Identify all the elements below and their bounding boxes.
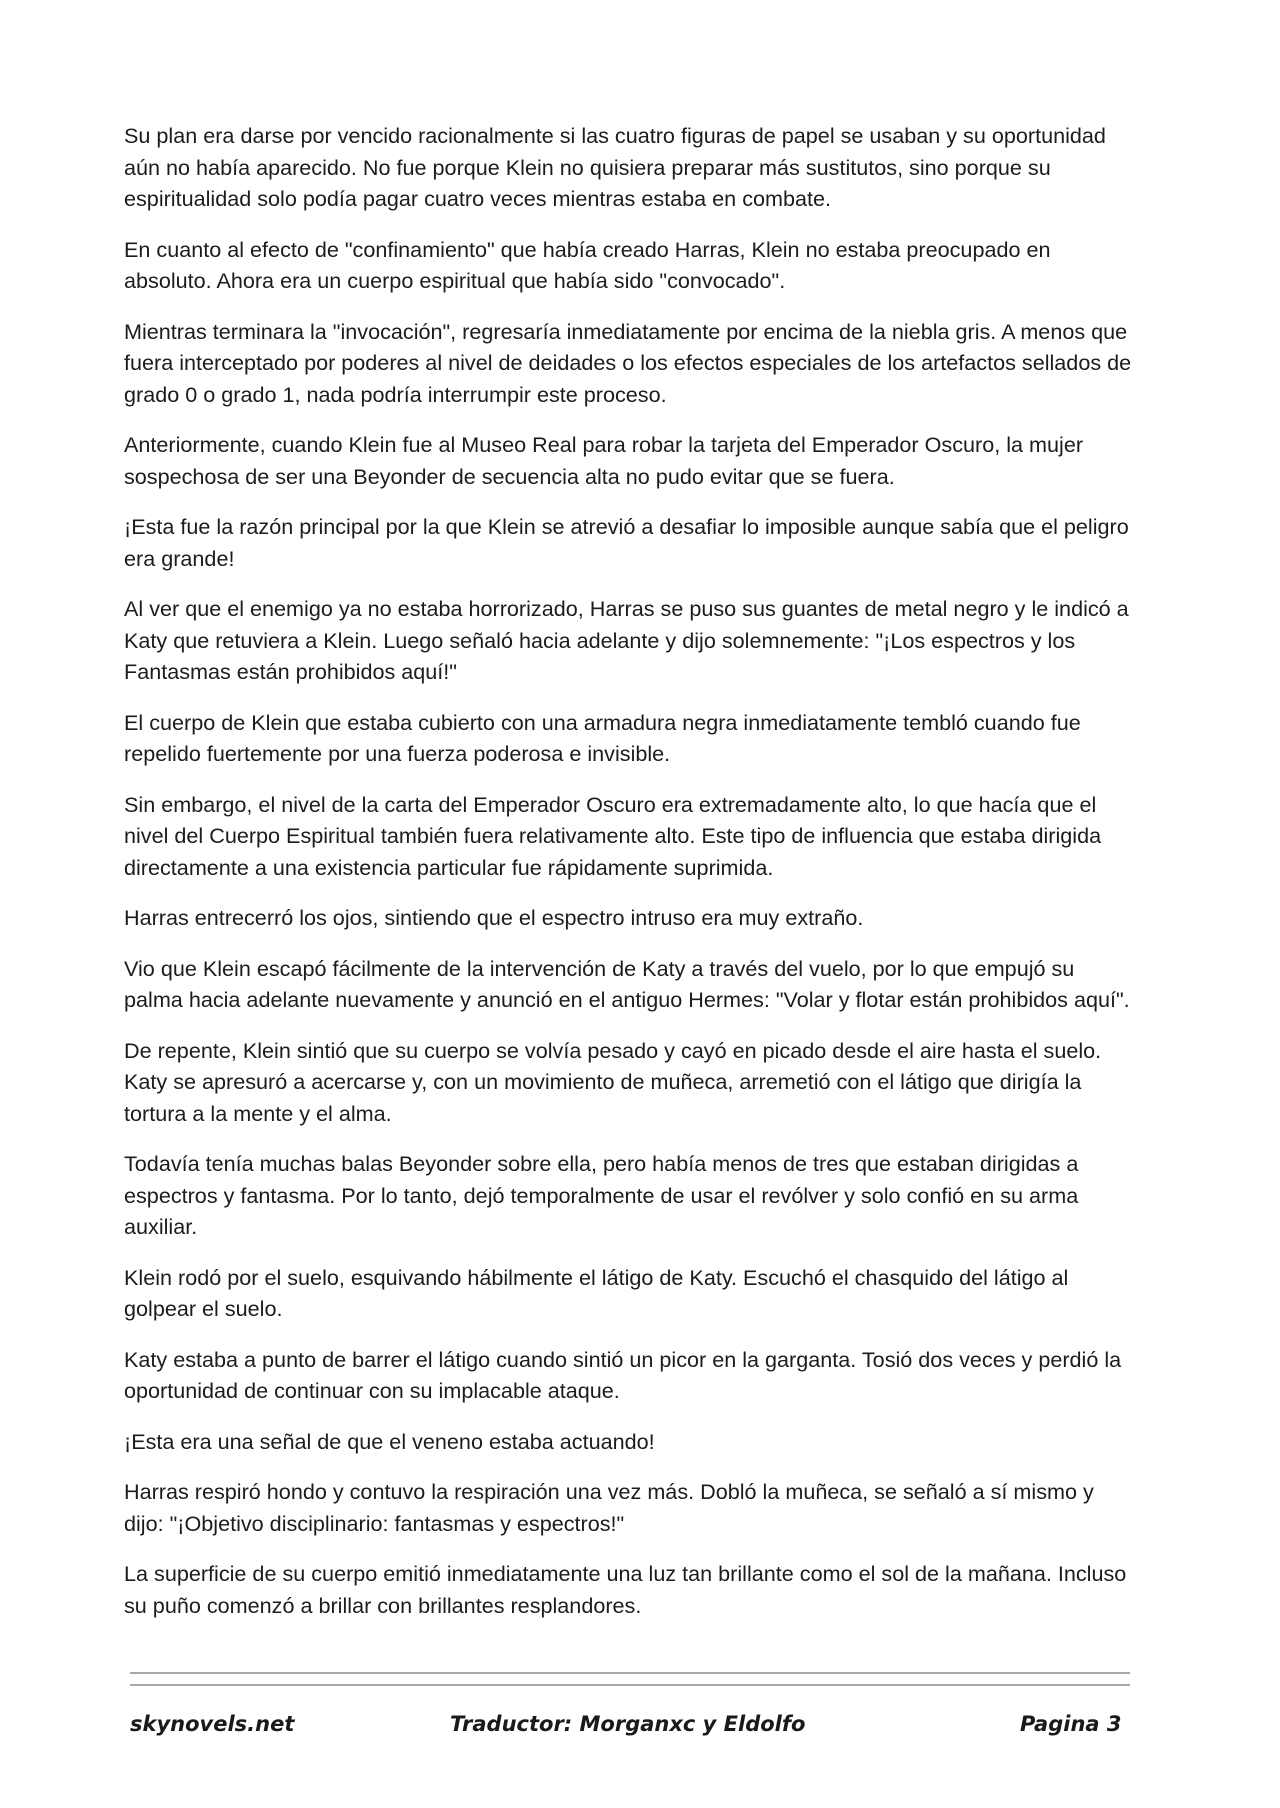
paragraph-14: Katy estaba a punto de barrer el látigo cuando sintió un picor en la garganta. Tosió dos veces y perdió la oportunidad de continuar con su implacable ataque. (124, 1346, 1122, 1403)
footer-translator: Traductor: Morganxc y Eldolfo (450, 1712, 806, 1736)
paragraph-5: ¡Esta fue la razón principal por la que Klein se atrevió a desafiar lo imposible aunque sabía que el peligro era grande! (124, 514, 1129, 571)
paragraph-13: Klein rodó por el suelo, esquivando hábilmente el látigo de Katy. Escuchó el chasquido del látigo al golpear el suelo. (124, 1264, 1069, 1321)
paragraph-11: De repente, Klein sintió que su cuerpo se volvía pesado y cayó en picado desde el aire hasta el suelo. Katy se apresuró a acercarse y, con un movimiento de muñeca, arremetió con el látigo que dirigía la tortura a la mente y el alma. (124, 1037, 1102, 1126)
paragraph-7: El cuerpo de Klein que estaba cubierto con una armadura negra inmediatamente tembló cuando fue repelido fuertemente por una fuerza poderosa e invisible. (124, 709, 1081, 766)
paragraph-3: Mientras terminara la "invocación", regresaría inmediatamente por encima de la niebla gris. A menos que fuera interceptado por poderes al nivel de deidades o los efectos especiales de los artefactos sellados de grado 0 o grado 1, nada podría interrumpir este proceso. (124, 318, 1132, 407)
paragraph-2: En cuanto al efecto de "confinamiento" que había creado Harras, Klein no estaba preocupado en absoluto. Ahora era un cuerpo espiritual que había sido "convocado". (124, 236, 1051, 293)
paragraph-9: Harras entrecerró los ojos, sintiendo que el espectro intruso era muy extraño. (124, 905, 864, 930)
paragraph-12: Todavía tenía muchas balas Beyonder sobre ella, pero había menos de tres que estaban dirigidas a espectros y fantasma. Por lo tanto, dejó temporalmente de usar el revólver y solo confió en su arma auxiliar. (124, 1151, 1079, 1239)
paragraph-6: Al ver que el enemigo ya no estaba horrorizado, Harras se puso sus guantes de metal negro y le indicó a Katy que retuviera a Klein. Luego señaló hacia adelante y dijo solemnemente: "¡Los espectros y los Fantasmas están prohibidos aquí!" (124, 596, 1129, 684)
paragraph-4: Anteriormente, cuando Klein fue al Museo Real para robar la tarjeta del Emperador Oscuro, la mujer sospechosa de ser una Beyonder de secuencia alta no pudo evitar que se fuera. (124, 432, 1084, 489)
footer-divider-bottom (130, 1684, 1130, 1686)
paragraph-8: Sin embargo, el nivel de la carta del Emperador Oscuro era extremadamente alto, lo que hacía que el nivel del Cuerpo Espiritual también fuera relativamente alto. Este tipo de influencia que estaba dirigida directamente a una existencia particular fue rápidamente suprimida. (124, 791, 1102, 880)
footer-site: skynovels.net (130, 1712, 295, 1736)
footer-divider-top (130, 1672, 1130, 1674)
paragraph-16: Harras respiró hondo y contuvo la respiración una vez más. Dobló la muñeca, se señaló a sí mismo y dijo: "¡Objetivo disciplinario: fantasmas y espectros!" (124, 1479, 1094, 1536)
paragraph-15: ¡Esta era una señal de que el veneno estaba actuando! (124, 1428, 655, 1454)
paragraph-1: Su plan era darse por vencido racionalmente si las cuatro figuras de papel se usaban y su oportunidad aún no había aparecido. No fue porque Klein no quisiera preparar más sustitutos, sino porque su espiritualidad solo podía pagar cuatro veces mientras estaba en combate. (124, 123, 1106, 211)
paragraph-10: Vio que Klein escapó fácilmente de la intervención de Katy a través del vuelo, por lo que empujó su palma hacia adelante nuevamente y anunció en el antiguo Hermes: "Volar y flotar están prohibidos aquí". (124, 955, 1130, 1012)
body-text (124, 120, 1136, 1640)
paragraph-17: La superficie de su cuerpo emitió inmediatamente una luz tan brillante como el sol de la mañana. Incluso su puño comenzó a brillar con brillantes resplandores. (124, 1561, 1127, 1618)
footer-page-number: Pagina 3 (1020, 1712, 1122, 1736)
